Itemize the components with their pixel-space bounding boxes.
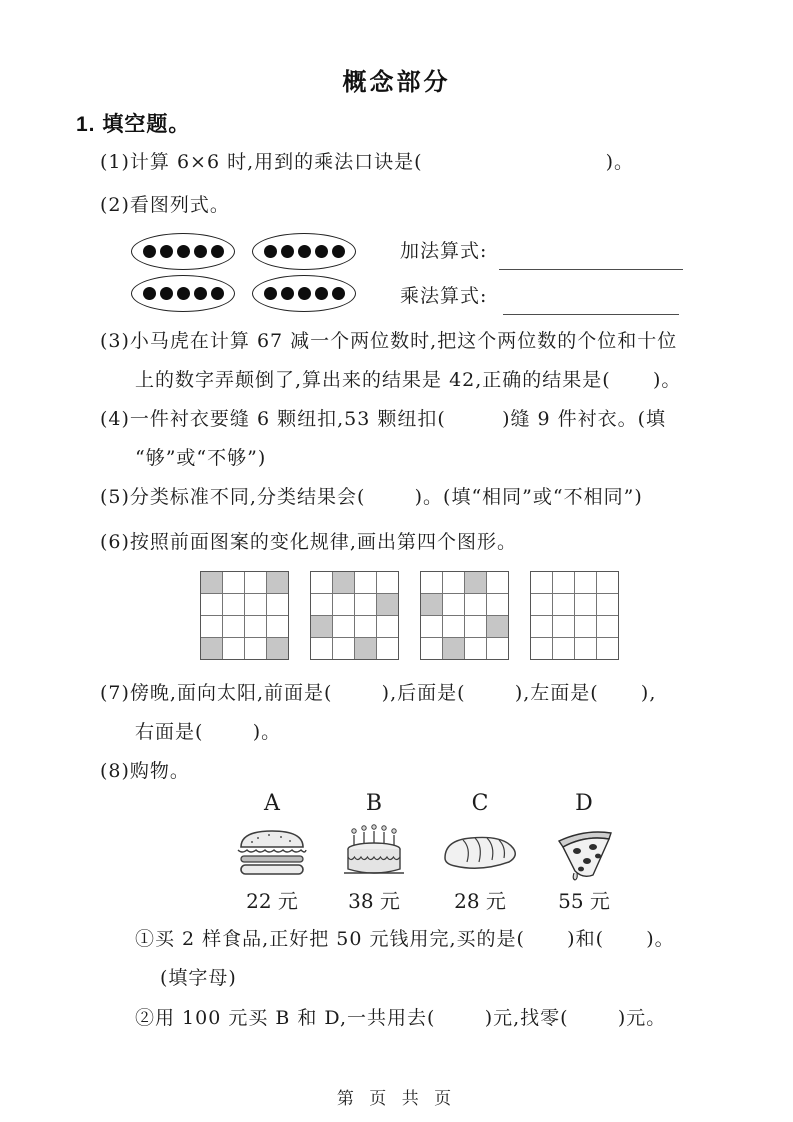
counter-dot [211,287,224,300]
birthday-cake-icon [341,821,407,883]
pattern-cell-shaded [311,616,332,637]
counter-dot [298,245,311,258]
pattern-cell [333,638,354,659]
pattern-cell [245,616,266,637]
pattern-cell [443,594,464,615]
page-title: 概念部分 [342,69,451,96]
pattern-cell-shaded [487,616,508,637]
pattern-cell [487,594,508,615]
question-4-line2: “够”或“不够”) [135,447,267,469]
pattern-cell [223,638,244,659]
pattern-grid-4-answer [530,571,619,660]
pattern-cell [355,616,376,637]
pattern-cell [267,594,288,615]
pattern-cell [487,638,508,659]
addition-answer-blank [499,268,683,270]
item-price-C: 28 元 [454,889,506,913]
pattern-cell [531,594,552,615]
pattern-cell [575,616,596,637]
pattern-cell-shaded [443,638,464,659]
question-3-line1: (3)小马虎在计算 67 减一个两位数时,把这个两位数的个位和十位 [100,330,678,352]
pattern-cell [597,616,618,637]
pattern-grid-1 [200,571,289,660]
pattern-grid-2 [310,571,399,660]
counter-dot [332,287,345,300]
shop-item-B [322,791,426,914]
pattern-cell [377,572,398,593]
question-1-text: (1)计算 6×6 时,用到的乘法口诀是( )。 [100,151,634,173]
counter-dot [315,287,328,300]
item-price-B: 38 元 [348,889,400,913]
bread-icon [441,821,519,883]
dot-group-oval [252,275,356,312]
question-8-text: (8)购物。 [100,760,190,782]
pattern-cell [355,572,376,593]
pattern-cell [597,638,618,659]
dot-groups-figure [131,233,356,312]
pattern-cell [267,616,288,637]
pattern-cell [245,572,266,593]
pattern-cell [421,638,442,659]
pattern-cell-shaded [465,572,486,593]
pattern-cell [223,594,244,615]
dot-group-oval [252,233,356,270]
counter-dot [264,287,277,300]
question-4-line1: (4)一件衬衣要缝 6 颗纽扣,53 颗纽扣( )缝 9 件衬衣。(填 [100,408,667,430]
item-label-A: A [264,791,280,816]
pattern-cell [531,572,552,593]
pattern-cell [201,594,222,615]
dot-group-oval [131,233,235,270]
question-5-text: (5)分类标准不同,分类结果会( )。(填“相同”或“不相同”) [100,486,643,508]
pattern-cell [377,638,398,659]
section-1-heading: 1. 填空题。 [76,113,191,136]
pattern-cell [333,594,354,615]
pattern-cell [377,616,398,637]
multiplication-answer-blank [503,313,679,315]
pattern-cell [245,638,266,659]
pattern-cell-shaded [267,572,288,593]
pattern-cell-shaded [333,572,354,593]
counter-dot [211,245,224,258]
pattern-cell [575,572,596,593]
question-8-sub1-line1: ①买 2 样食品,正好把 50 元钱用完,买的是( )和( )。 [135,928,675,950]
pattern-cell [223,616,244,637]
question-6-text: (6)按照前面图案的变化规律,画出第四个图形。 [100,531,517,553]
shop-item-C [428,791,532,914]
counter-dot [281,287,294,300]
question-8-sub1-line2: (填字母) [160,967,237,989]
question-7-line2: 右面是( )。 [135,721,282,743]
item-label-B: B [365,791,383,816]
counter-dot [264,245,277,258]
pattern-cell [245,594,266,615]
hamburger-icon [232,821,312,883]
counter-dot [177,287,190,300]
pattern-cell [553,638,574,659]
pattern-cell [575,594,596,615]
dot-group-oval [131,275,235,312]
pattern-cell [465,616,486,637]
pattern-cell [443,616,464,637]
multiplication-equation-label: 乘法算式: [400,285,488,307]
addition-equation-label: 加法算式: [400,240,488,262]
shop-item-D [532,791,636,914]
pattern-cell-shaded [201,638,222,659]
counter-dot [315,245,328,258]
pattern-cell [597,572,618,593]
pattern-cell-shaded [201,572,222,593]
pattern-cell [531,616,552,637]
pattern-cell [311,638,332,659]
shop-item-A [220,791,324,914]
pattern-cell [311,572,332,593]
item-label-C: C [471,791,489,816]
counter-dot [281,245,294,258]
counter-dot [160,287,173,300]
counter-dot [332,245,345,258]
pattern-cell [531,638,552,659]
question-7-line1: (7)傍晚,面向太阳,前面是( ),后面是( ),左面是( ), [100,682,657,704]
pattern-cell [333,616,354,637]
page-footer: 第 页 共 页 [336,1089,457,1109]
counter-dot [177,245,190,258]
pattern-cell [575,638,596,659]
question-2-text: (2)看图列式。 [100,194,230,216]
pattern-cell [553,594,574,615]
pattern-cell-shaded [421,594,442,615]
pattern-cell [421,616,442,637]
pattern-cell [223,572,244,593]
pattern-cell-shaded [377,594,398,615]
pattern-cell [597,594,618,615]
item-label-D: D [575,791,593,816]
pattern-cell [553,616,574,637]
counter-dot [160,245,173,258]
pattern-cell [311,594,332,615]
pattern-cell [443,572,464,593]
item-price-A: 22 元 [246,889,298,913]
pattern-cell-shaded [355,638,376,659]
pattern-cell [465,594,486,615]
counter-dot [143,245,156,258]
pattern-cell [487,572,508,593]
pattern-cell [465,638,486,659]
pattern-cell [355,594,376,615]
counter-dot [298,287,311,300]
pattern-cell [553,572,574,593]
counter-dot [194,245,207,258]
question-8-sub2: ②用 100 元买 B 和 D,一共用去( )元,找零( )元。 [135,1007,667,1029]
counter-dot [194,287,207,300]
pattern-cell-shaded [267,638,288,659]
pizza-icon [553,821,615,883]
question-3-line2: 上的数字弄颠倒了,算出来的结果是 42,正确的结果是( )。 [135,369,682,391]
pattern-cell [421,572,442,593]
item-price-D: 55 元 [558,889,610,913]
counter-dot [143,287,156,300]
pattern-grid-3 [420,571,509,660]
pattern-cell [201,616,222,637]
